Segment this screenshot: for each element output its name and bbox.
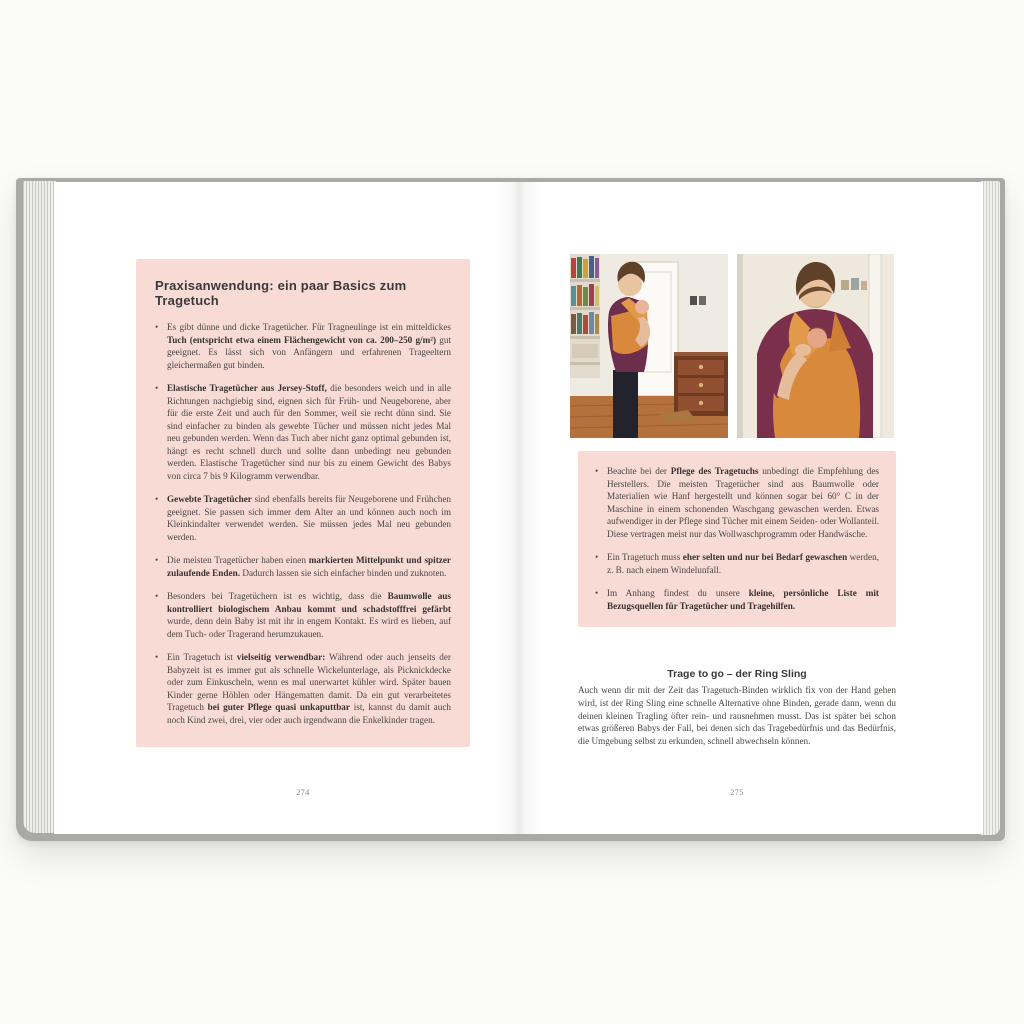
bullet-text: Die meisten Tragetücher haben einen markierten Mittelpunkt und spitzer zulaufende Enden. Dadurch lassen sie sich einfacher binden und zuknoten. [167,555,452,578]
page-stack-right-edge [981,181,1000,835]
bullet-text: Besonders bei Tragetüchern ist es wichtig, dass die Baumwolle aus kontrolliert biologischem Anbau kommt und schadstofffrei gefärbt wurde, denn dein Baby ist mit ihr in engem Kontakt. Es wird es lieben, auf dem Tuch- oder Tragerand herumzukauen. [167,591,451,639]
page-number-right: 275 [730,788,744,797]
list-item [155,651,451,726]
bullet-text: Ein Tragetuch ist vielseitig verwendbar: Während oder auch jenseits der Babyzeit ist es immer gut als schnelle Wickelunterlage, als Picknickdecke oder zum Einkuscheln, wenn es mal unerwartet kühler wird. Später bauen Kinder gerne Höhlen oder Hängematten damit. Da ein gut verarbeitetes Tragetuch bei guter Pflege quasi unkaputtbar ist, kannst du damit auch noch Kind zwei, drei, vier oder auch irgendwann die Enkelkinder tragen. [167,652,452,725]
door-edge-left [737,254,743,438]
list-item [595,587,879,612]
bullet-icon: • [155,591,159,601]
section-paragraph: Auch wenn dir mit der Zeit das Tragetuch-Binden wirklich fix von der Hand gehen wird, ist der Ring Sling eine schnelle Alternative ohne Binden, gerade dann, wenn du deinen kleinen Tragling öfter rein- und rausnehmen musst. Das ist später bei schon etwas größeren Babys der Fall, bei denen sich das Tragebedürfnis und das Bedürfnis, die Umgebung selbst zu erkunden, schnell abwechseln können. [578,685,896,747]
bullet-icon: • [155,383,159,393]
photo-row [570,254,912,438]
bullet-icon: • [595,466,599,476]
bullet-text: Es gibt dünne und dicke Tragetücher. Für Tragneulinge ist ein mitteldickes Tuch (entspricht etwa einem Flächengewicht von ca. 200–250 g/m²) gut geeignet. Es lässt sich von Anfängern und erfahrenen Trageeltern gleichermaßen gut binden. [167,322,451,370]
bullet-icon: • [155,652,159,662]
list-item [595,465,879,540]
bookshelf [570,254,600,378]
book-gutter [497,182,541,834]
bullet-icon: • [595,588,599,598]
bullet-icon: • [155,322,159,332]
bullet-text: Gewebte Tragetücher sind ebenfalls bereits für Neugeborene und Frühchen geeignet. Sie passen sich immer dem Alter an und können auch noch im Kleinkindalter verwendet werden. Sie müssen jedes Mal neu gebunden werden. [167,494,451,542]
father-hand [795,344,811,356]
baby-head [635,300,649,314]
page-stack-left-edge [23,181,56,833]
pants [613,370,638,438]
page-number-left: 274 [296,788,310,797]
list-item [155,493,451,543]
bullet-icon: • [155,494,159,504]
list-item [155,321,451,371]
bullet-text: Ein Tragetuch muss eher selten und nur bei Bedarf gewaschen werden, z. B. nach einem Windelunfall. [607,552,879,575]
book [16,178,1005,841]
bullet-text: Beachte bei der Pflege des Tragetuchs unbedingt die Empfehlung des Herstellers. Die meisten Tragetücher sind aus Baumwolle oder Materialien wie Hanf hergestellt und können sogar bei 60° C in der Maschine in einem schonenden Waschgang gewaschen werden. Etwas aufwendiger in der Pflege sind Tücher mit einem Seiden- oder Wollanteil. Diese vertragen meist nur das Wollwaschprogramm oder Handwäsche. [607,466,879,539]
photo-father-carrying-newborn-room-view [570,254,728,438]
bullet-text: Im Anhang findest du unsere kleine, persönliche Liste mit Bezugsquellen für Tragetücher und Tragehilfen. [607,588,879,611]
book-pages [54,182,983,834]
list-item [595,551,879,576]
care-info-box [578,451,896,627]
basics-info-box [136,259,470,747]
bullet-icon: • [155,555,159,565]
list-item [155,554,451,579]
bullet-icon: • [595,552,599,562]
photo-father-carrying-newborn-close-up [737,254,894,438]
section-title-ring-sling: Trage to go – der Ring Sling [667,668,807,680]
info-box-title: Praxisanwendung: ein paar Basics zum Tragetuch [155,278,407,308]
list-item [155,590,451,640]
baby-head [807,328,827,348]
list-item [155,382,451,482]
bullet-text: Elastische Tragetücher aus Jersey-Stoff, die besonders weich und in alle Richtungen nachgiebig sind, eignen sich für Früh- und Neugeborene, aber für die erste Zeit und auch für den Sommer, weil sie recht dünn sind. Sie sind einfacher zu binden als gewebte Tücher und müssen nicht jedes Mal neu gebunden werden. Wenn das Tuch aber nicht ganz optimal gebunden ist, hängt es recht schnell durch und sollte dann unbedingt neu gebunden werden. Elastische Tragetücher sind nur bis zu einem Gewicht des Babys von circa 7 bis 9 Kilogramm verwendbar. [167,383,451,481]
